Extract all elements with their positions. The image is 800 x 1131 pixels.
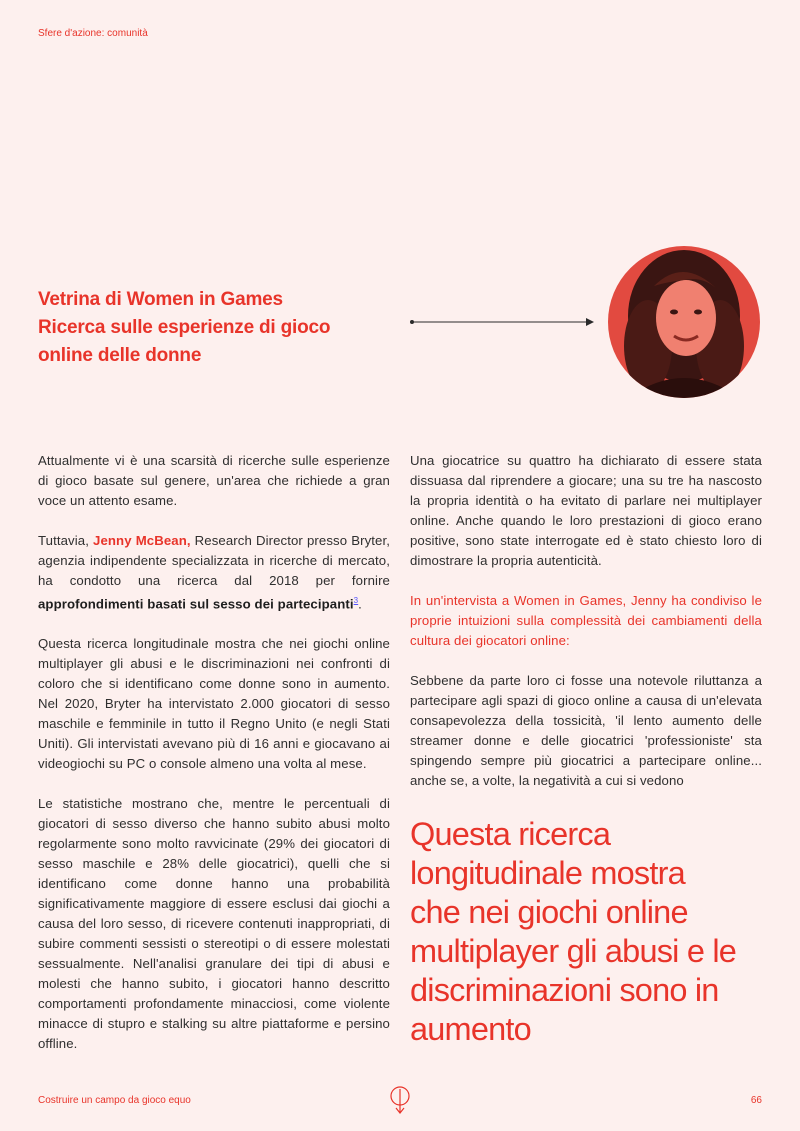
footer-title: Costruire un campo da gioco equo [38,1095,191,1106]
footnote-link[interactable]: 3 [353,596,359,605]
highlighted-paragraph: In un'intervista a Women in Games, Jenny ha condiviso le proprie intuizioni sulla complessità dei cambiamenti della cultura dei giocatori online: [410,593,762,648]
paragraph: Attualmente vi è una scarsità di ricerche sulle esperienze di gioco basate sul genere, un'area che richiede a gran voce un attento esame. [38,453,390,508]
pin-arrow-icon [388,1085,412,1117]
feature-title-line: Vetrina di Women in Games [38,289,283,310]
paragraph [38,531,390,614]
pull-quote-line: longitudinale mostra [410,855,685,891]
left-column [38,451,390,1074]
person-name: Jenny McBean, [93,533,191,548]
paragraph: Sebbene da parte loro ci fosse una notevole riluttanza a partecipare agli spazi di gioco online a causa di un'elevata consapevolezza della tossicità, 'il lento aumento delle streamer donne e delle giocatrici 'professioniste' sta spingendo sempre più giocatrici a partecipare online... anche se, a volte, la negatività a cui si vedono [410,673,762,788]
pull-quote-line: Questa ricerca [410,816,611,852]
feature-title-line: Ricerca sulle esperienze di gioco [38,317,331,338]
pull-quote [410,815,770,1049]
portrait-photo [608,246,760,398]
paragraph: Una giocatrice su quattro ha dichiarato di essere stata dissuasa dal riprendere a giocare; una su tre ha nascosto la propria identità o ha evitato di parlare nei multiplayer online. Anche quando le loro prestazioni di gioco erano positive, sono state interrogate ed è stato chiesto loro di dimostrare la propria autenticità. [410,453,762,568]
paragraph: Le statistiche mostrano che, mentre le percentuali di giocatori di sesso diverso che hanno subito abusi molto regolarmente sono molto ravvicinate (29% dei giocatori di sesso maschile e 28% delle giocatrici), quelli che si identificano come donne hanno una probabilità significativamente maggiore di essere esclusi dai giochi a causa del loro sesso, di ricevere contenuti inappropriati, di subire commenti sessisti o stereotipi o di essere molestati sessualmente. Nell'analisi granulare dei tipi di abusi e molesti che hanno subito, i giocatori hanno descritto comportamenti profondamente minacciosi, come violente minacce di stupro e stalking su altre piattaforme e persino offline. [38,796,390,1052]
arrow-right-icon [410,316,596,328]
pull-quote-line: multiplayer gli abusi e le [410,933,737,969]
page-number: 66 [750,1095,762,1106]
pull-quote-line: che nei giochi online [410,894,688,930]
pull-quote-line: aumento [410,1011,531,1047]
feature-title [38,286,398,370]
bold-text: approfondimenti basati sul sesso dei partecipanti [38,596,354,612]
paragraph: Questa ricerca longitudinale mostra che nei giochi online multiplayer gli abusi e le discriminazioni nei confronti di coloro che si identificano come donne sono in aumento. Nel 2020, Bryter ha intervistato 2.000 giocatori di sesso maschile e femminile in tutto il Regno Unito (e negli Stati Uniti). Gli intervistati avevano più di 16 anni e giocavano ai videogiochi su PC o console almeno una volta al mese. [38,636,390,772]
running-header: Sfere d'azione: comunità [38,28,148,39]
feature-title-line: online delle donne [38,345,202,366]
text: Research Director presso Bryter, agenzia indipendente specializzata in ricerche di mercato, ha condotto una ricerca dal 2018 per fornire [38,533,390,588]
text: Tuttavia, [38,533,94,548]
right-column [410,451,762,811]
pull-quote-line: discriminazioni sono in [410,972,719,1008]
text: . [358,596,362,612]
